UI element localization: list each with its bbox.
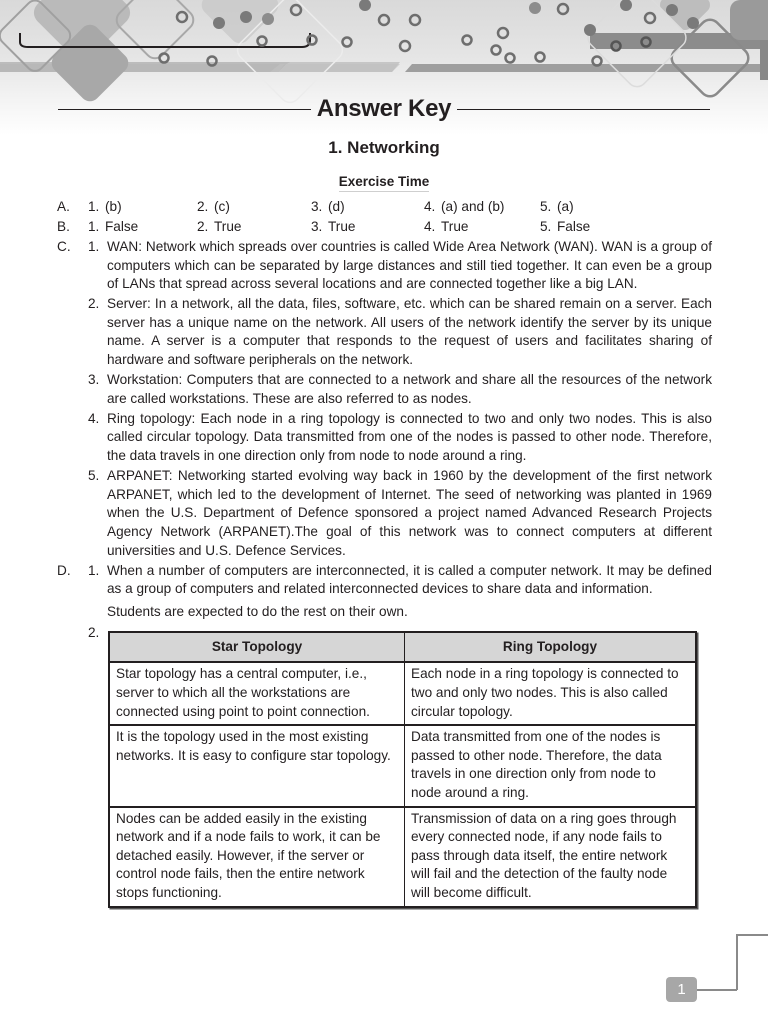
table-row bbox=[109, 725, 696, 806]
chapter-heading: 1. Networking bbox=[328, 138, 440, 157]
page-number-badge: 1 bbox=[666, 977, 697, 1002]
section-d bbox=[57, 562, 712, 902]
title-rule-left bbox=[58, 109, 311, 110]
answer-content bbox=[57, 198, 712, 902]
item-number: 2. bbox=[88, 625, 100, 641]
topology-comparison-table bbox=[108, 631, 697, 907]
section-b-row bbox=[57, 218, 712, 238]
title-rule-right bbox=[457, 109, 710, 110]
table-cell: Each node in a ring topology is connected to two and only two nodes. This is also called circular topology. bbox=[405, 662, 697, 725]
section-label: A. bbox=[57, 199, 70, 214]
answer-item: 3. (d) bbox=[311, 199, 345, 214]
table-cell: Data transmitted from one of the nodes is passed to other node. Therefore, the data travels in one direction only from node to node around a ring. bbox=[405, 725, 697, 806]
answer-item: 5. (a) bbox=[540, 199, 574, 214]
table-row bbox=[109, 662, 696, 725]
exercise-heading-text: Exercise Time bbox=[339, 174, 430, 192]
section-c bbox=[57, 238, 712, 560]
table-header-row bbox=[109, 632, 696, 662]
answer-item: 3. True bbox=[311, 219, 356, 234]
exercise-heading bbox=[0, 174, 768, 192]
note-text: Students are expected to do the rest on their own. bbox=[107, 603, 408, 619]
answer-item: 1. False bbox=[88, 219, 139, 234]
table-cell: Star topology has a central computer, i.e., server to which all the workstations are connected using point to point connection. bbox=[109, 662, 405, 725]
column-header: Star Topology bbox=[109, 632, 405, 662]
list-item: 5. ARPANET: Networking started evolving way back in 1960 by the development of the first network ARPANET, which led to the development of Internet. The seed of networking was planted in 1969 when the U.S. Department of Defence sponsored a project named Advanced Research Projects Agency Network (ARPANET).The goal of this network was to connect computers at different universities and U.S. Defence Services. bbox=[88, 468, 712, 558]
section-label: C. bbox=[57, 239, 71, 254]
comparison-table-item bbox=[88, 625, 712, 901]
answer-item: 4. (a) and (b) bbox=[424, 199, 505, 214]
section-label: D. bbox=[57, 562, 71, 578]
list-item: 1. WAN: Network which spreads over countries is called Wide Area Network (WAN). WAN is a group of computers which can be separated by large distances and still tied together. It can even be a group of LANs that spread across several locations and are connected together like a big LAN. bbox=[88, 239, 712, 292]
list-item: 1. When a number of computers are interconnected, it is called a computer network. It may be defined as a group of computers and related interconnected devices to share data and information. bbox=[88, 562, 712, 597]
list-item: 4. Ring topology: Each node in a ring topology is connected to two and only two nodes. This is also called circular topology. Data transmitted from one of the nodes is passed to other node. Therefore, the data travels in one direction only from node to node around a ring. bbox=[88, 410, 712, 464]
footer-connector-line bbox=[736, 934, 768, 936]
table-row bbox=[109, 807, 696, 907]
answer-item: 5. False bbox=[540, 219, 591, 234]
page-title-row bbox=[58, 92, 710, 126]
answer-item: 1. (b) bbox=[88, 199, 122, 214]
answer-item: 2. True bbox=[197, 219, 242, 234]
table-cell: Transmission of data on a ring goes through every connected node, if any node fails to pass through data itself, the entire network will fail and the detection of the faulty node will become difficult. bbox=[405, 807, 697, 907]
answer-item: 2. (c) bbox=[197, 199, 230, 214]
page-title: Answer Key bbox=[316, 95, 452, 122]
column-header: Ring Topology bbox=[405, 632, 697, 662]
section-label: B. bbox=[57, 219, 70, 234]
list-item: 3. Workstation: Computers that are connected to a network and share all the resources of the network are called workstations. These are also referred to as nodes. bbox=[88, 372, 712, 406]
table-cell: It is the topology used in the most existing networks. It is easy to configure star topology. bbox=[109, 725, 405, 806]
footer-connector-line bbox=[697, 989, 737, 991]
table-cell: Nodes can be added easily in the existing network and if a node fails to work, it can be detached easily. However, if the server or control node fails, then the entire network stops functioning. bbox=[109, 807, 405, 907]
section-a-row bbox=[57, 198, 712, 218]
footer-connector-line bbox=[736, 934, 738, 990]
answer-item: 4. True bbox=[424, 219, 469, 234]
list-item: 2. Server: In a network, all the data, files, software, etc. which can be shared remain on a server. Each server has a unique name on the network. All users of the network identify the server by its unique name. A server is a computer that responds to the request of users and facilitates sharing of hardware and software peripherals on the network. bbox=[88, 296, 712, 368]
